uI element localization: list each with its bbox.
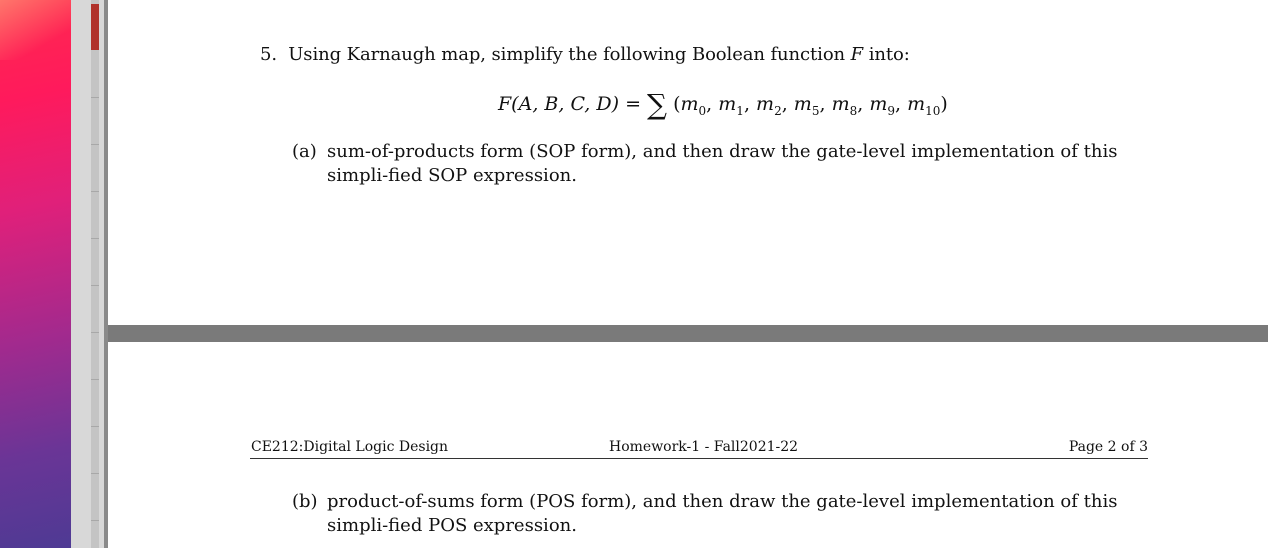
sidebar-tick (91, 332, 99, 333)
thumbnail-sidebar[interactable] (71, 0, 105, 548)
minterm: 8 (849, 103, 858, 118)
minterm-list: ($m_0$, $m_1$, $m_2$, $m_5$, $m_8$, $m_9$, $m_{10}$) (673, 93, 948, 118)
desktop-wallpaper (0, 0, 71, 548)
sidebar-tick (91, 97, 99, 98)
sidebar-tick (91, 191, 99, 192)
header-title: Homework-1 - Fall2021-22 (609, 439, 799, 455)
function-name: F (850, 44, 864, 65)
question-tail: into: (868, 44, 910, 65)
document-page-top (108, 0, 1268, 325)
sidebar-track[interactable] (91, 0, 99, 548)
wallpaper-glow (0, 0, 71, 60)
equation-lhs: F(A, B, C, D) = (498, 93, 641, 115)
part-b-text: product-of-sums form (POS form), and then draw the gate-level implementation of this simpli-fied POS expression. (327, 491, 1118, 536)
current-page-marker[interactable] (91, 4, 99, 50)
sidebar-tick (91, 426, 99, 427)
minterm: 9 (887, 103, 895, 118)
question-number: 5. (260, 44, 277, 65)
sidebar-tick (91, 473, 99, 474)
minterm: 0 (698, 103, 707, 118)
sidebar-tick (91, 144, 99, 145)
part-b-label: (b) (292, 491, 318, 512)
sidebar-tick (91, 238, 99, 239)
minterm: 1 (736, 103, 744, 118)
document-page-bottom (108, 342, 1268, 548)
minterm: 10 (925, 103, 941, 118)
sidebar-tick (91, 379, 99, 380)
minterm: 5 (811, 103, 820, 118)
question-5 (260, 44, 910, 65)
header-course: CE212:Digital Logic Design (251, 439, 449, 455)
page-separator (108, 325, 1268, 342)
header-page-number: Page 2 of 3 (1068, 439, 1148, 455)
boolean-equation (498, 88, 948, 121)
part-a-text: sum-of-products form (SOP form), and then draw the gate-level implementation of this simpli-fied SOP expression. (327, 141, 1118, 186)
sidebar-tick (91, 285, 99, 286)
part-a-label: (a) (292, 141, 317, 162)
question-text: Using Karnaugh map, simplify the following Boolean function (288, 44, 846, 65)
sigma-symbol: ∑ (647, 88, 668, 121)
sidebar-tick (91, 520, 99, 521)
minterm: 2 (774, 103, 782, 118)
page-header (250, 438, 1148, 459)
